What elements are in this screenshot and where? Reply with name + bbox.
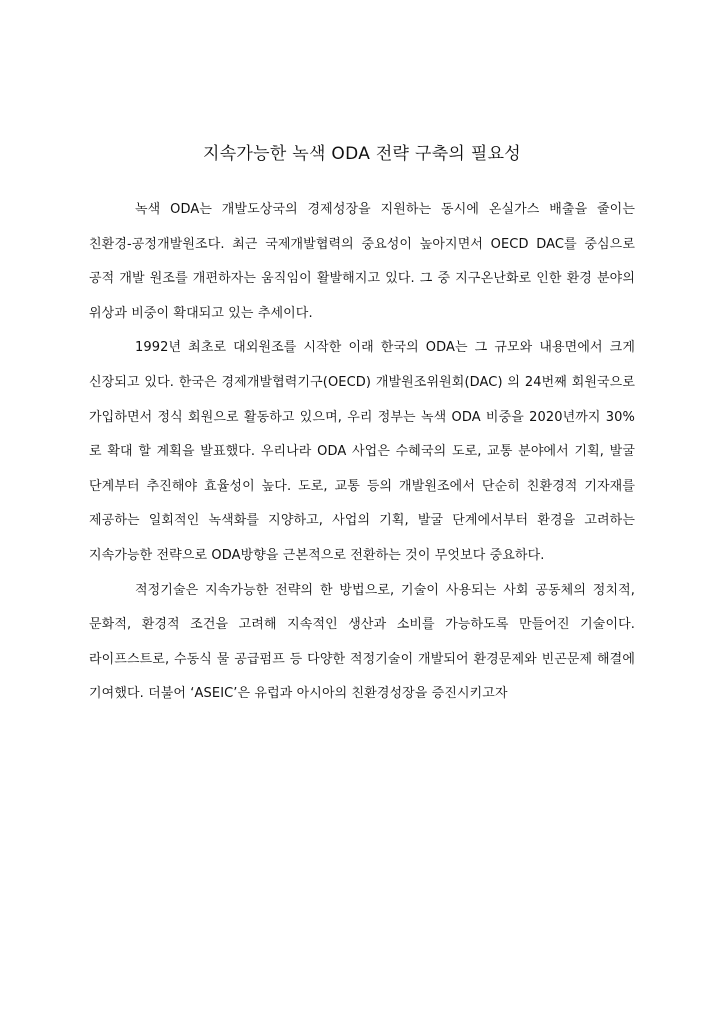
paragraph-green-oda-definition: 녹색 ODA는 개발도상국의 경제성장을 지원하는 동시에 온실가스 배출을 줄이는 친환경-공정개발원조다. 최근 국제개발협력의 중요성이 높아지면서 OECD DAC를 중심으로 공적 개발 원조를 개편하자는 움직임이 활발해지고 있다. 그 중 지구온난화로 인한 환경 분야의 위상과 비중이 확대되고 있는 추세이다. xyxy=(89,202,635,321)
paragraph-appropriate-technology: 적정기술은 지속가능한 전략의 한 방법으로, 기술이 사용되는 사회 공동체의 정치적, 문화적, 환경적 조건을 고려해 지속적인 생산과 소비를 가능하도록 만들어진 기술이다. 라이프스트로, 수동식 물 공급펌프 등 다양한 적정기술이 개발되어 환경문제와 빈곤문제 해결에 기여했다. 더불어 ‘ASEIC’은 유럽과 아시아의 친환경성장을 증진시키고자 xyxy=(89,582,635,702)
paragraph-korea-oda-history: 1992년 최초로 대외원조를 시작한 이래 한국의 ODA는 그 규모와 내용면에서 크게 신장되고 있다. 한국은 경제개발협력기구(OECD) 개발원조위원회(DAC) 의 24번째 회원국으로 가입하면서 정식 회원으로 활동하고 있으며, 우리 정부는 녹색 ODA 비중을 2020년까지 30%로 확대 할 계획을 발표했다. 우리나라 ODA 사업은 수혜국의 도로, 교통 분야에서 기획, 발굴 단계부터 추진해야 효율성이 높다. 도로, 교통 등의 개발원조에서 단순히 친환경적 기자재를 제공하는 일회적인 녹색화를 지양하고, 사업의 기획, 발굴 단계에서부터 환경을 고려하는 지속가능한 전략으로 ODA방향을 근본적으로 전환하는 것이 무엇보다 중요하다. xyxy=(89,340,635,563)
document-title: 지속가능한 녹색 ODA 전략 구축의 필요성 xyxy=(202,144,522,164)
document-body xyxy=(89,193,635,712)
